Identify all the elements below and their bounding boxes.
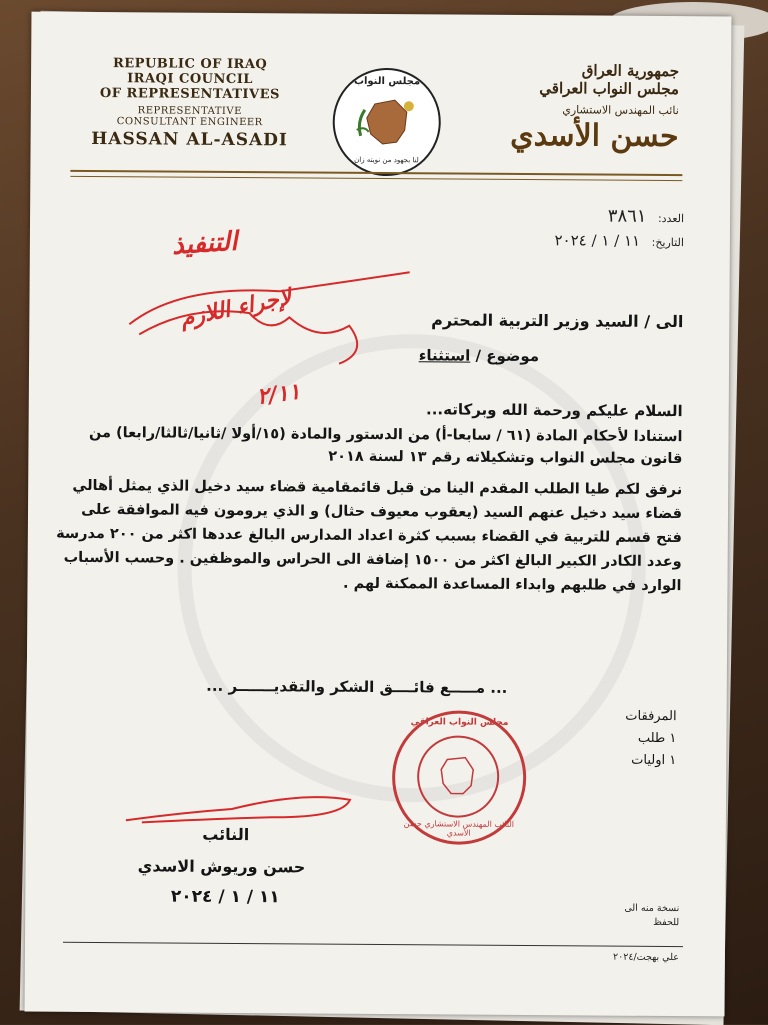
iraq-map-icon xyxy=(419,737,498,816)
footer-text: علي بهجت/٢٠٢٤ xyxy=(613,951,679,964)
handwritten-note-action: لإجراء اللازم xyxy=(177,283,294,333)
letterhead-arabic xyxy=(479,61,680,154)
attachment-item: ١ طلب xyxy=(637,730,677,747)
copies-block xyxy=(599,902,679,931)
attachments xyxy=(556,705,676,772)
paragraph-request: نرفق لكم طيا الطلب المقدم الينا من قبل قائمقامية قضاء سيد دخيل الذي يمثل أهالي قضاء سيد دخيل عنهم السيد (يعقوب معيوف حثال) و الذي يرومون فيه الموافقة على فتح قسم للتربية في القضاء بسبب كثرة اعداد المدارس البالغ عددها اكثر من ٢٠٠ مدرسة وعدد الكادر الكبير البالغ اكثر من ١٥٠٠ إضافة الى الحراس والموظفين . وحسب الأسباب الوارد في طلبهم وابداء المساعدة الممكنة لهم . xyxy=(56,477,683,595)
parliament-logo xyxy=(332,68,441,177)
recipient-line: الى / السيد وزير التربية المحترم xyxy=(431,310,684,332)
copies-item: للحفظ xyxy=(653,916,680,929)
letterhead-en-line1: REPUBLIC OF IRAQ xyxy=(112,56,268,73)
signer-name: حسن وريوش الاسدي xyxy=(137,856,306,877)
letterhead-english xyxy=(75,56,306,151)
handwritten-note-date: ٢/١١ xyxy=(255,378,302,411)
paragraph-legal-basis: استنادا لأحكام المادة (٦١ / سابعا-أ) من الدستور والمادة (١٥/أولا /ثانيا/ثالثا/رابعا) من قانون مجلس النواب وتشكيلاته رقم ١٣ لسنة ٢٠١٨ xyxy=(88,424,683,468)
attachments-title: المرفقات xyxy=(625,708,677,725)
letterhead-en-line2: IRAQI COUNCIL xyxy=(127,71,254,88)
footer-divider xyxy=(63,942,683,947)
reference-number xyxy=(608,206,684,228)
subject-value: استثناء xyxy=(418,346,471,365)
letterhead-ar-line2: مجلس النواب العراقي xyxy=(539,79,680,99)
reference-date-label: التاريخ: xyxy=(651,235,684,250)
signature-date: ١١ / ١ / ٢٠٢٤ xyxy=(170,886,280,908)
letterhead-en-line5: CONSULTANT ENGINEER xyxy=(116,116,263,129)
reference-number-label: العدد: xyxy=(657,211,685,226)
handwritten-note-execute: التنفيذ xyxy=(171,226,239,261)
stamp-inner-ring xyxy=(417,735,500,818)
letterhead-en-name: HASSAN AL-ASADI xyxy=(91,128,288,151)
stamp-inner-text: النائب المهندس الاستشاري حسن الأسدي xyxy=(403,819,515,838)
attachment-item: ١ اوليات xyxy=(631,752,677,769)
reference-date xyxy=(554,231,683,250)
reference-number-value: ٣٨٦١ xyxy=(607,205,647,227)
reference-date-value: ١١ / ١ / ٢٠٢٤ xyxy=(554,231,641,250)
stamp-outer-text: مجلس النواب العراقي xyxy=(410,717,509,728)
greeting: السلام عليكم ورحمة الله وبركاته... xyxy=(425,400,683,421)
signer-title: النائب xyxy=(202,824,250,845)
letterhead-ar-name: حسن الأسدي xyxy=(510,117,679,155)
subject-line xyxy=(239,345,539,365)
official-stamp xyxy=(392,710,527,845)
subject-label: موضوع / xyxy=(475,346,540,366)
letterhead-en-line3: OF REPRESENTATIVES xyxy=(99,86,280,103)
letterhead-ar-line3: نائب المهندس الاستشاري xyxy=(562,103,679,118)
logo-bottom-text: لنا بجهود من نويته زان xyxy=(354,155,419,165)
logo-top-text: مجلس النواب xyxy=(353,75,421,88)
letterhead-ar-line1: جمهورية العراق xyxy=(581,61,680,81)
letterhead-divider xyxy=(70,170,682,181)
letterhead-en-line4: REPRESENTATIVE xyxy=(137,105,242,118)
closing-line: ... مـــــع فائــــق الشكر والتقديـــــــر ... xyxy=(206,676,508,697)
letter-page xyxy=(25,12,732,1017)
copies-label: نسخة منه الى xyxy=(624,902,680,915)
